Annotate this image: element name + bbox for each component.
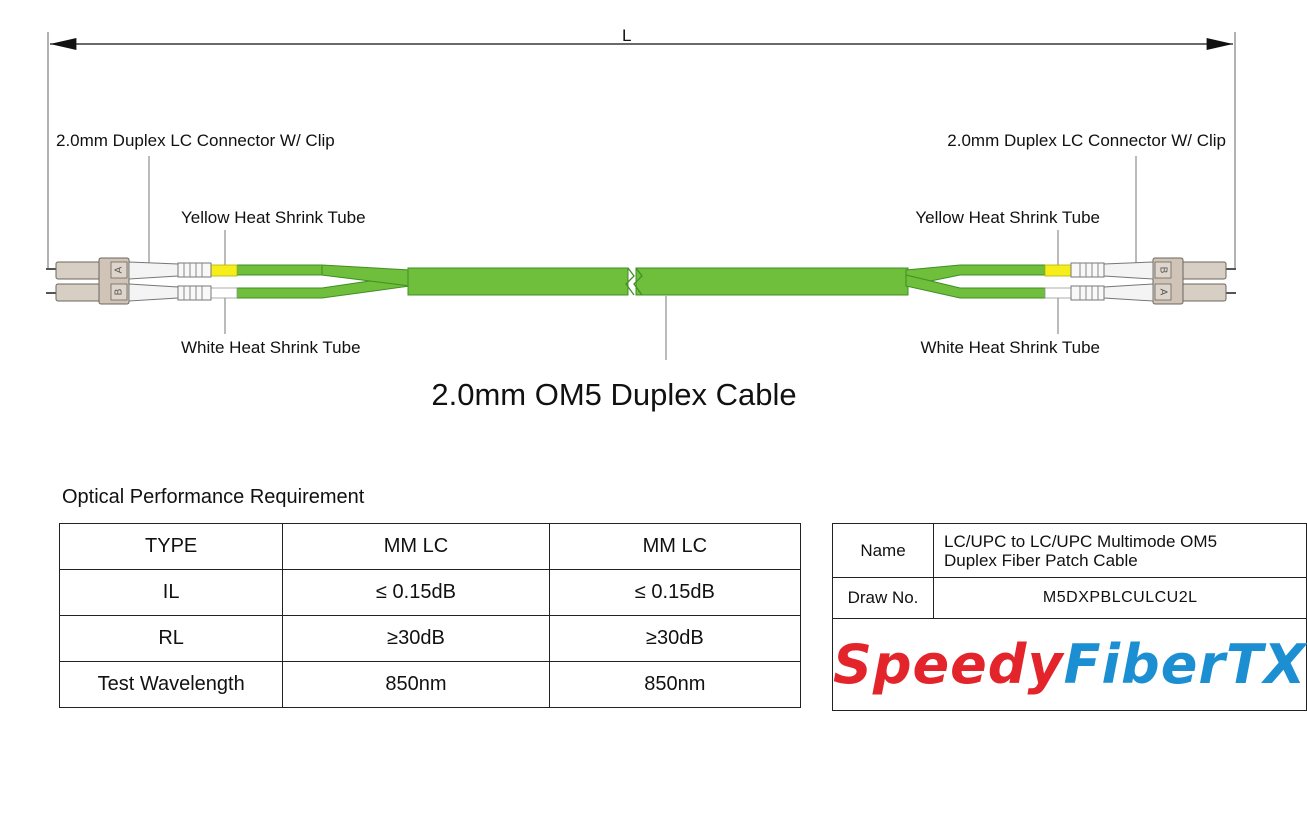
title-block (832, 523, 1307, 711)
left-connector-label: 2.0mm Duplex LC Connector W/ Clip (56, 131, 335, 150)
logo-part-speedy: Speedy (833, 633, 1064, 696)
name-value-line1: LC/UPC to LC/UPC Multimode OM5 (944, 531, 1218, 551)
cable-caption: 2.0mm OM5 Duplex Cable (431, 377, 797, 412)
performance-title: Optical Performance Requirement (62, 486, 365, 508)
right-connector-letter-b: B (1157, 266, 1169, 274)
table-row (60, 524, 801, 570)
logo-part-fibertx: FiberTX (1063, 633, 1307, 696)
left-connector-letter-b: B (113, 288, 125, 296)
table-row (60, 570, 801, 616)
table-cell: TYPE (60, 524, 283, 570)
duplex-cable (237, 265, 1045, 298)
right-lc-connector (1071, 258, 1236, 304)
name-value-line2: Duplex Fiber Patch Cable (944, 550, 1138, 570)
table-row (60, 662, 801, 708)
title-block-name-row (833, 524, 1307, 578)
table-row (60, 616, 801, 662)
left-yellow-tube (211, 265, 237, 276)
table-cell: ≥30dB (283, 616, 549, 662)
table-cell: RL (60, 616, 283, 662)
right-white-tube-label: White Heat Shrink Tube (920, 338, 1100, 357)
title-block-logo-row (833, 619, 1307, 711)
draw-no-label: Draw No. (833, 578, 934, 619)
name-value (934, 524, 1307, 578)
right-yellow-tube-label: Yellow Heat Shrink Tube (915, 208, 1100, 227)
table-cell: ≥30dB (549, 616, 800, 662)
right-connector-letter-a: A (1157, 288, 1169, 296)
left-lc-connector (46, 258, 211, 304)
table-cell: ≤ 0.15dB (549, 570, 800, 616)
table-cell: 850nm (549, 662, 800, 708)
left-white-tube (211, 288, 237, 298)
name-label: Name (833, 524, 934, 578)
company-logo (833, 619, 1307, 711)
performance-table (59, 523, 801, 708)
table-cell: MM LC (549, 524, 800, 570)
table-cell: ≤ 0.15dB (283, 570, 549, 616)
left-white-tube-label: White Heat Shrink Tube (181, 338, 361, 357)
left-connector-letter-a: A (113, 266, 125, 274)
right-connector-label: 2.0mm Duplex LC Connector W/ Clip (947, 131, 1226, 150)
length-label: L (622, 26, 632, 45)
draw-no-value: M5DXPBLCULCU2L (934, 578, 1307, 619)
table-cell: 850nm (283, 662, 549, 708)
title-block-draw-row (833, 578, 1307, 619)
left-yellow-tube-label: Yellow Heat Shrink Tube (181, 208, 366, 227)
right-yellow-tube (1045, 265, 1071, 276)
table-cell: MM LC (283, 524, 549, 570)
table-cell: IL (60, 570, 283, 616)
leader-lines (149, 156, 1136, 360)
table-cell: Test Wavelength (60, 662, 283, 708)
right-white-tube (1045, 288, 1071, 298)
